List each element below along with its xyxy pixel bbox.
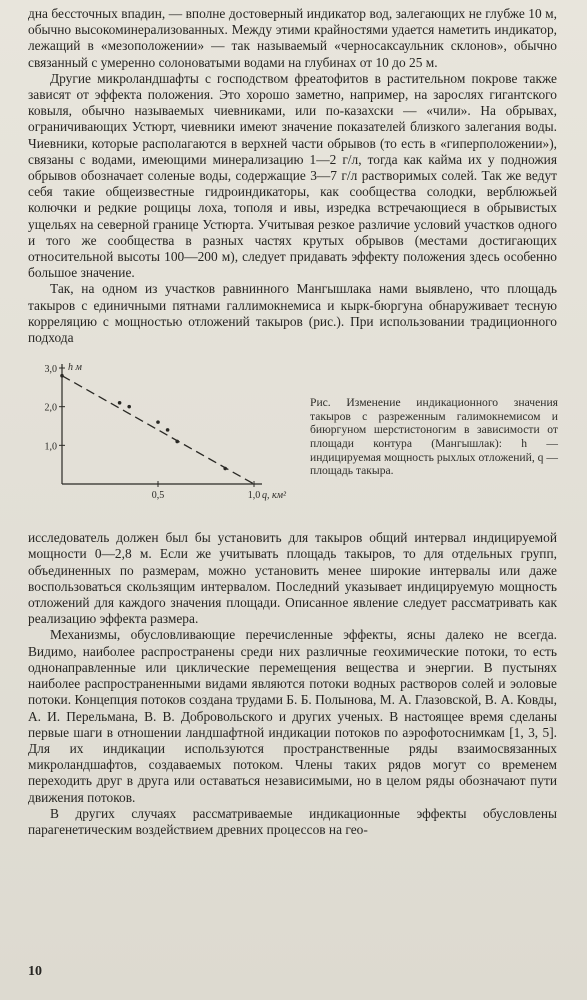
paragraph-5: Механизмы, обусловливающие перечисленные эффекты, ясны далеко не всегда. Видимо, наиболее распространены среди них различные геохимические потоки, то есть однонаправленные или циклические перемещения вещества и энергии. В пустынях наиболее распространенными видами являются потоки водных растворов солей и эоловые потоки. Концепция потоков создана трудами Б. Б. Полынова, М. А. Глазовской, В. А. Ковды, А. И. Перельмана, В. В. Добровольского и других ученых. В настоящее время сделаны первые шаги в отношении ландшафтной индикации потоков по аэрофотоснимкам [1, 3, 5]. Для их индикации используются пространственные ряды взаимосвязанных микроландшафтов, создаваемых потоком. Члены таких рядов могут со временем переходить друг в друга или оставаться независимыми, но в целом ряды обозначают пути движения потоков.: [28, 627, 557, 805]
data-point: [118, 401, 122, 405]
paragraph-3: Так, на одном из участков равнинного Мангышлака нами выявлено, что площадь такыров с единичными пятнами галлимокнемиса и кырк-бюргуна обнаруживает тесную корреляцию с мощностью отложений такыров (рис.). При использовании традиционного подхода: [28, 281, 557, 346]
x-tick-label: 0,5: [151, 490, 165, 502]
data-point: [166, 428, 170, 432]
figure: [28, 354, 557, 524]
figure-caption: Рис. Изменение индикационного значения такыров с разреженным галимокнемисом и биюргуном шерстистоногим в зависимости от площади контура (Мангышлак): h — индицируемая мощность рыхлых отложений, q — площадь такыра.: [310, 396, 558, 478]
y-tick-label: 2,0: [44, 402, 57, 414]
data-point: [156, 421, 160, 425]
paragraph-2: Другие микроландшафты с господством фреатофитов в растительном покрове также зависят от эффекта положения. Это хорошо заметно, например, на зарослях гигантского ковыля, обычно называемых чиевниками, или по-казахски — «чили». На обрывах, ограничивающих Устюрт, чиевники имеют значение показателей близкого залегания воды. Чиевники, которые располагаются в верхней части обрывов (то есть в «гиперположении»), связаны с водами, имеющими минерализацию 1—2 г/л, тогда как кайма их у подножия обрывов обозначает соленые воды, содержащие 3—7 г/л растворимых солей. Так же ведут себя такие общеизвестные гидроиндикаторы, как сообщества солодки, верблюжьей колючки и редкие рощицы лоха, тополя и ивы, изредка встречающиеся в обрывистых ущельях на северной границе Устюрта. Учитывая резкое различие условий участков одного и того же сообщества в разных частях крутых обрывов (местами достигающих относительной высоты 100—200 м), следует придавать эффекту положения здесь особенно большое значение.: [28, 70, 557, 281]
paragraph-4: исследователь должен был бы установить для такыров общий интервал индицируемой мощности 0—2,8 м. Если же учитывать площадь такыров, то для отдельных групп, объединенных по размерам, можно установить менее широкие интервалы или даже воспользоваться скользящим интервалом. Последний указывает индицируемую мощность отложений для каждого значения площади. Описанное явление следует рассматривать как реализацию эффекта размера.: [28, 530, 557, 627]
page-number: 10: [28, 964, 42, 979]
y-axis-label: h м: [68, 362, 82, 374]
data-point: [223, 467, 227, 471]
data-point: [175, 440, 179, 444]
y-tick-label: 3,0: [44, 364, 57, 376]
paragraph-1: дна бессточных впадин, — вполне достоверный индикатор вод, залегающих не глубже 10 м, обычно высокоминерализованных. Между этими крайностями удается наметить индикатор, лежащий в «мезоположении» — так называемый «черносаксаульник склонов», обычно связанный с умеренно солоноватыми водами на глубинах от 10 до 25 м.: [28, 6, 557, 70]
data-point: [60, 374, 64, 378]
x-tick-label: 1,0: [247, 490, 261, 502]
y-tick-label: 1,0: [44, 441, 57, 453]
x-axis-label: q, км²: [262, 490, 287, 502]
chart: [28, 354, 318, 524]
paragraph-6: В других случаях рассматриваемые индикационные эффекты обусловлены парагенетическим воздействием древних процессов на гео-: [28, 805, 557, 837]
data-point: [127, 405, 131, 409]
